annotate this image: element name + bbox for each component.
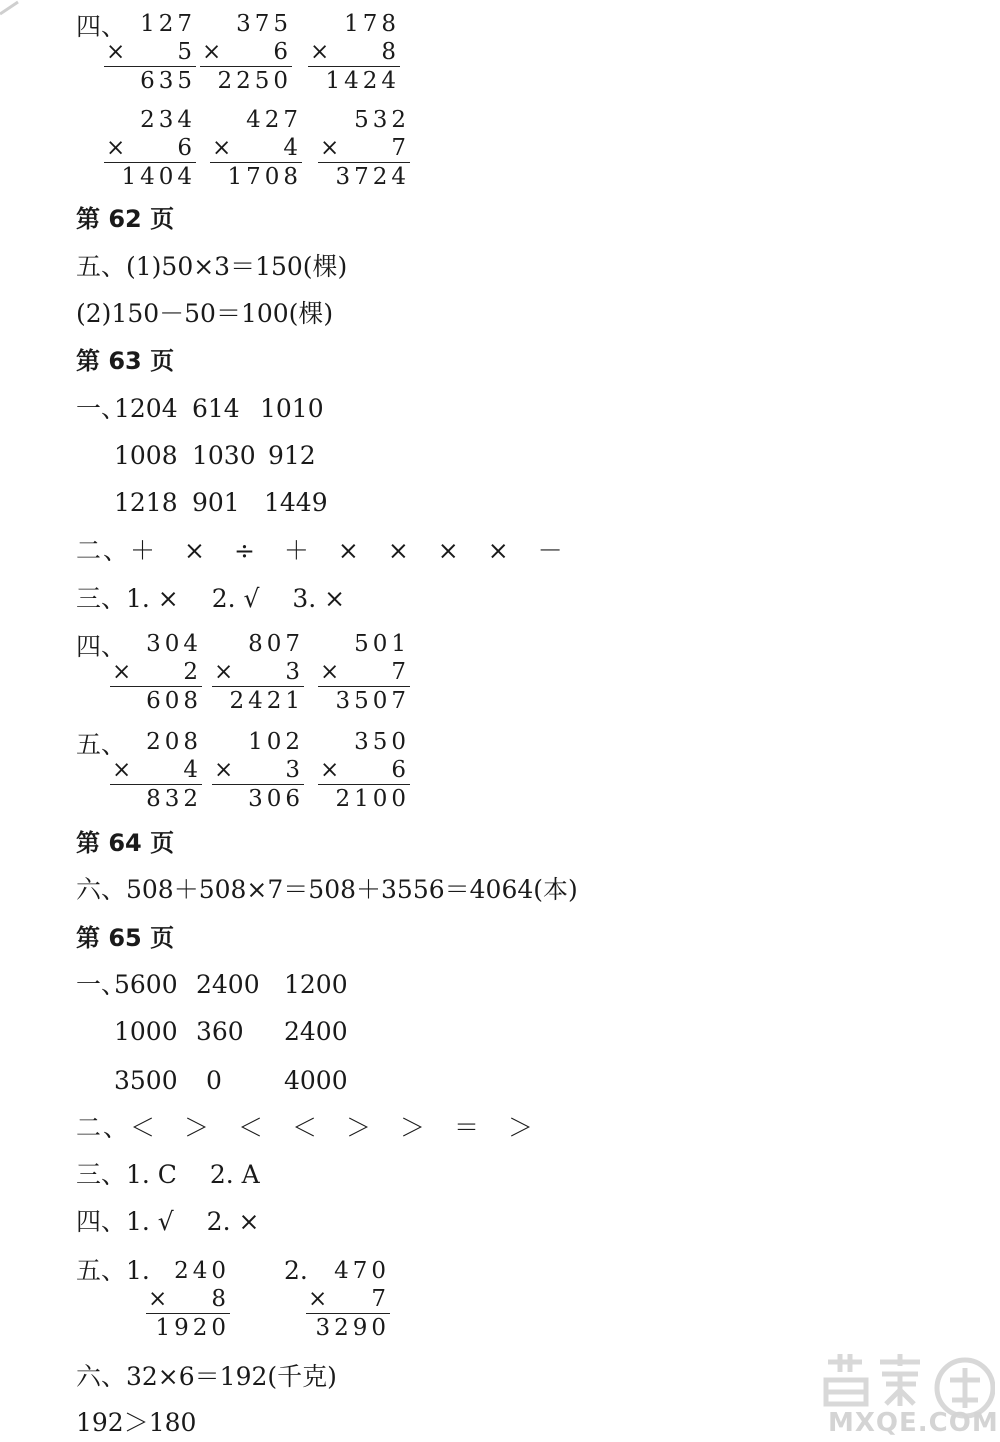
page-heading: 第 62 页: [76, 205, 175, 233]
times-sign: ×: [148, 1286, 168, 1312]
p61-four-label: 四、: [76, 12, 127, 41]
sub-item-label: 2.: [284, 1256, 308, 1285]
answer-line: 四、1. √ 2. ×: [76, 1207, 260, 1236]
multiplier: 7: [391, 135, 410, 161]
answer-value: 5600: [114, 970, 178, 999]
multiplicand: 532: [354, 107, 410, 133]
multiplier: 6: [273, 39, 292, 65]
multiplicand: 375: [236, 11, 292, 37]
vertical-multiplication: [104, 10, 196, 95]
multiplicand: 127: [140, 11, 196, 37]
answer-value: 1449: [264, 488, 328, 517]
vertical-multiplication: [210, 106, 302, 191]
answer-line: 192＞180: [76, 1408, 197, 1437]
vertical-multiplication: [200, 10, 292, 95]
times-sign: ×: [308, 1286, 328, 1312]
product: 1404: [121, 164, 196, 190]
product: 1424: [325, 68, 400, 94]
multiplier: 8: [211, 1286, 230, 1312]
multiplier: 8: [381, 39, 400, 65]
multiplicand: 304: [146, 631, 202, 657]
answer-line: 三、1. × 2. √ 3. ×: [76, 584, 346, 613]
vertical-multiplication: [146, 1257, 230, 1342]
multiplier: 6: [391, 757, 410, 783]
answer-value: 0: [206, 1066, 222, 1095]
multiplicand: 501: [354, 631, 410, 657]
answer-line: 六、508＋508×7＝508＋3556＝4064(本): [76, 875, 578, 904]
page-heading: 第 65 页: [76, 924, 175, 952]
product: 3290: [315, 1315, 390, 1341]
section-label: 一、: [76, 394, 127, 423]
times-sign: ×: [106, 135, 126, 161]
multiplier: 2: [183, 659, 202, 685]
multiplier: 7: [371, 1286, 390, 1312]
multiplicand: 350: [354, 729, 410, 755]
answer-line: 五、(1)50×3＝150(棵): [76, 252, 348, 281]
multiplier: 4: [183, 757, 202, 783]
times-sign: ×: [202, 39, 222, 65]
vertical-multiplication: [212, 630, 304, 715]
answer-line: 二、＜ ＞ ＜ ＜ ＞ ＞ ＝ ＞: [76, 1113, 536, 1142]
answer-line: 三、1. C 2. A: [76, 1160, 260, 1189]
answer-line: (2)150－50＝100(棵): [76, 299, 334, 328]
answer-value: 3500: [114, 1066, 178, 1095]
answer-value: 2400: [196, 970, 260, 999]
section-label: 五、1.: [76, 1256, 150, 1285]
product: 306: [248, 786, 304, 812]
product: 3507: [335, 688, 410, 714]
answer-line: 二、＋ × ÷ ＋ × × × × －: [76, 536, 565, 565]
answer-line: 六、32×6＝192(千克): [76, 1362, 337, 1391]
multiplier: 3: [285, 659, 304, 685]
multiplier: 4: [283, 135, 302, 161]
times-sign: ×: [320, 757, 340, 783]
product: 2421: [229, 688, 304, 714]
answer-value: 1204: [114, 394, 178, 423]
vertical-multiplication: [318, 106, 410, 191]
multiplicand: 470: [334, 1258, 390, 1284]
section-label: 五、: [76, 730, 127, 759]
product: 1920: [155, 1315, 230, 1341]
answer-value: 1000: [114, 1017, 178, 1046]
multiplier: 6: [177, 135, 196, 161]
vertical-multiplication: [318, 728, 410, 813]
times-sign: ×: [212, 135, 232, 161]
multiplicand: 208: [146, 729, 202, 755]
answer-value: 614: [192, 394, 240, 423]
answer-value: 360: [196, 1017, 244, 1046]
multiplier: 3: [285, 757, 304, 783]
multiplier: 5: [177, 39, 196, 65]
answer-value: 901: [192, 488, 240, 517]
vertical-multiplication: [308, 10, 400, 95]
vertical-multiplication: [104, 106, 196, 191]
answer-value: 1030: [192, 441, 256, 470]
multiplicand: 102: [248, 729, 304, 755]
answer-value: 4000: [284, 1066, 348, 1095]
product: 1708: [227, 164, 302, 190]
product: 3724: [335, 164, 410, 190]
vertical-multiplication: [110, 728, 202, 813]
times-sign: ×: [214, 659, 234, 685]
product: 608: [146, 688, 202, 714]
answer-value: 2400: [284, 1017, 348, 1046]
product: 2250: [217, 68, 292, 94]
watermark-text: MXQE.COM: [828, 1408, 999, 1438]
vertical-multiplication: [306, 1257, 390, 1342]
answer-value: 1218: [114, 488, 178, 517]
page-heading: 第 64 页: [76, 829, 175, 857]
multiplicand: 807: [248, 631, 304, 657]
answer-value: 1010: [260, 394, 324, 423]
times-sign: ×: [112, 757, 132, 783]
multiplicand: 427: [246, 107, 302, 133]
multiplicand: 178: [344, 11, 400, 37]
vertical-multiplication: [318, 630, 410, 715]
scan-corner-mark: [0, 0, 40, 20]
product: 2100: [335, 786, 410, 812]
vertical-multiplication: [110, 630, 202, 715]
times-sign: ×: [112, 659, 132, 685]
multiplicand: 234: [140, 107, 196, 133]
multiplicand: 240: [174, 1258, 230, 1284]
times-sign: ×: [310, 39, 330, 65]
times-sign: ×: [320, 135, 340, 161]
vertical-multiplication: [212, 728, 304, 813]
times-sign: ×: [106, 39, 126, 65]
answer-value: 1200: [284, 970, 348, 999]
times-sign: ×: [320, 659, 340, 685]
section-label: 四、: [76, 632, 127, 661]
product: 635: [140, 68, 196, 94]
section-label: 一、: [76, 970, 127, 999]
product: 832: [146, 786, 202, 812]
answer-value: 1008: [114, 441, 178, 470]
multiplier: 7: [391, 659, 410, 685]
page-heading: 第 63 页: [76, 347, 175, 375]
times-sign: ×: [214, 757, 234, 783]
answer-value: 912: [268, 441, 316, 470]
